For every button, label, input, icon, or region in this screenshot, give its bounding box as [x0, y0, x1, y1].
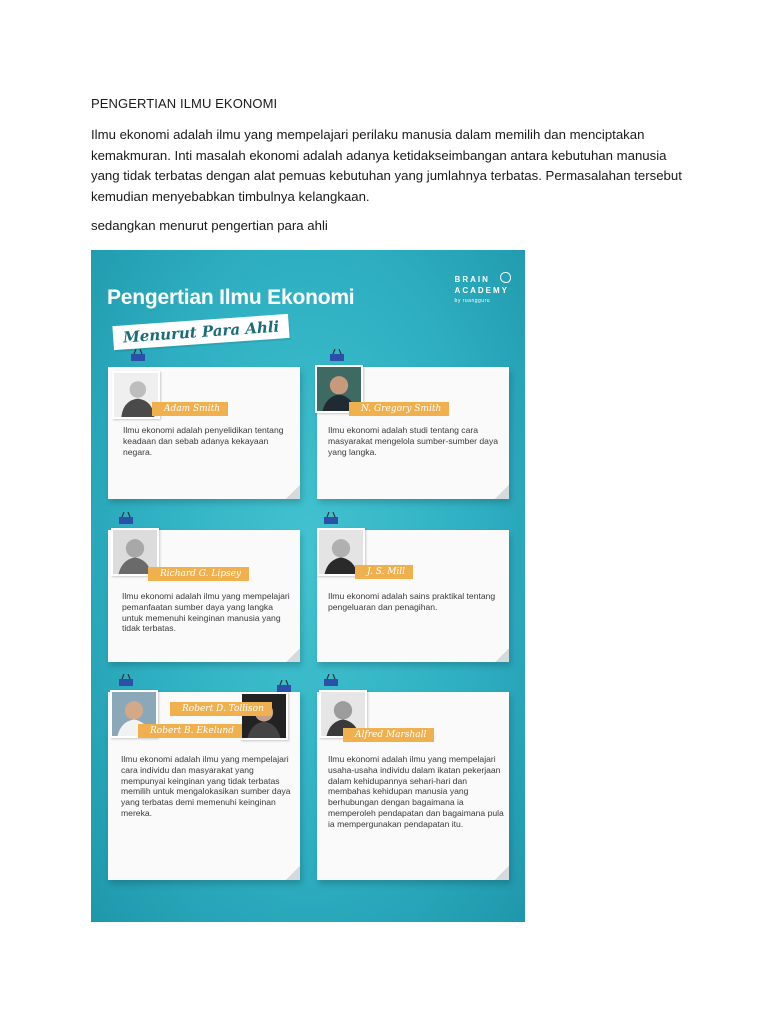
- expert-name-tag: Robert B. Ekelund: [138, 724, 242, 738]
- brain-icon: [500, 272, 511, 283]
- expert-definition: Ilmu ekonomi adalah studi tentang cara masyarakat mengelola sumber-sumber daya yang langka.: [328, 425, 499, 457]
- binder-clip-icon: [276, 680, 292, 692]
- infographic-poster: [91, 250, 525, 922]
- brand-logo: [455, 274, 509, 304]
- expert-definition: Ilmu ekonomi adalah penyelidikan tentang keadaan dan sebab adanya kekayaan negara.: [123, 425, 284, 457]
- expert-name-tag: N. Gregory Smith: [349, 402, 449, 416]
- expert-name-tag: Richard G. Lipsey: [148, 567, 249, 581]
- document-subheading: sedangkan menurut pengertian para ahli: [91, 218, 328, 233]
- expert-name-tag: Robert D. Tollison: [170, 702, 272, 716]
- expert-definition: Ilmu ekonomi adalah ilmu yang mempelajari usaha-usaha individu dalam ikatan pekerjaan dalam kehidupannya sehari-hari dan membahas kehidupan manusia yang berhubungan dengan bagaimana ia memperoleh pendapatan dan bagaimana pula ia mempergunakan pendapatan itu.: [328, 754, 504, 829]
- brand-line-2: ACADEMY: [454, 286, 509, 295]
- poster-subtitle: Menurut Para Ahli: [112, 314, 290, 350]
- expert-card-richard-g-lipsey: [108, 530, 300, 662]
- expert-card-tollison-ekelund: [108, 692, 300, 880]
- expert-name-tag: J. S. Mill: [355, 565, 413, 579]
- expert-definition: Ilmu ekonomi adalah ilmu yang mempelajari pemanfaatan sumber daya yang langka untuk memenuhi keinginan manusia yang tidak terbatas.: [122, 591, 290, 634]
- binder-clip-icon: [130, 349, 146, 361]
- expert-definition: Ilmu ekonomi adalah ilmu yang mempelajari cara individu dan masyarakat yang mempunyai keinginan yang tidak terbatas memilih untuk mengalokasikan sumber daya yang terbatas demi memenuhi keinginan mereka.: [121, 754, 291, 818]
- poster-title: Pengertian Ilmu Ekonomi: [107, 286, 355, 309]
- expert-card-adam-smith: [108, 367, 300, 499]
- expert-card-j-s-mill: [317, 530, 509, 662]
- binder-clip-icon: [323, 674, 339, 686]
- brand-byline: by ruangguru: [454, 298, 491, 304]
- binder-clip-icon: [118, 512, 134, 524]
- document-paragraph: Ilmu ekonomi adalah ilmu yang mempelajari perilaku manusia dalam memilih dan menciptakan kemakmuran. Inti masalah ekonomi adalah adanya ketidakseimbangan antara kebutuhan manusia yang tidak terbatas dengan alat pemuas kebutuhan yang jumlahnya terbatas. Permasalahan tersebut kemudian menyebabkan timbulnya kelangkaan.: [91, 127, 682, 205]
- binder-clip-icon: [118, 674, 134, 686]
- expert-card-n-gregory-smith: [317, 367, 509, 499]
- document-heading: PENGERTIAN ILMU EKONOMI: [91, 96, 278, 111]
- expert-card-alfred-marshall: [317, 692, 509, 880]
- expert-definition: Ilmu ekonomi adalah sains praktikal tentang pengeluaran dan penagihan.: [328, 591, 496, 612]
- binder-clip-icon: [329, 349, 345, 361]
- brand-line-1: BRAIN: [454, 275, 490, 284]
- portrait-photo: [240, 692, 288, 740]
- expert-name-tag: Adam Smith: [152, 402, 228, 416]
- expert-name-tag: Alfred Marshall: [343, 728, 434, 742]
- binder-clip-icon: [323, 512, 339, 524]
